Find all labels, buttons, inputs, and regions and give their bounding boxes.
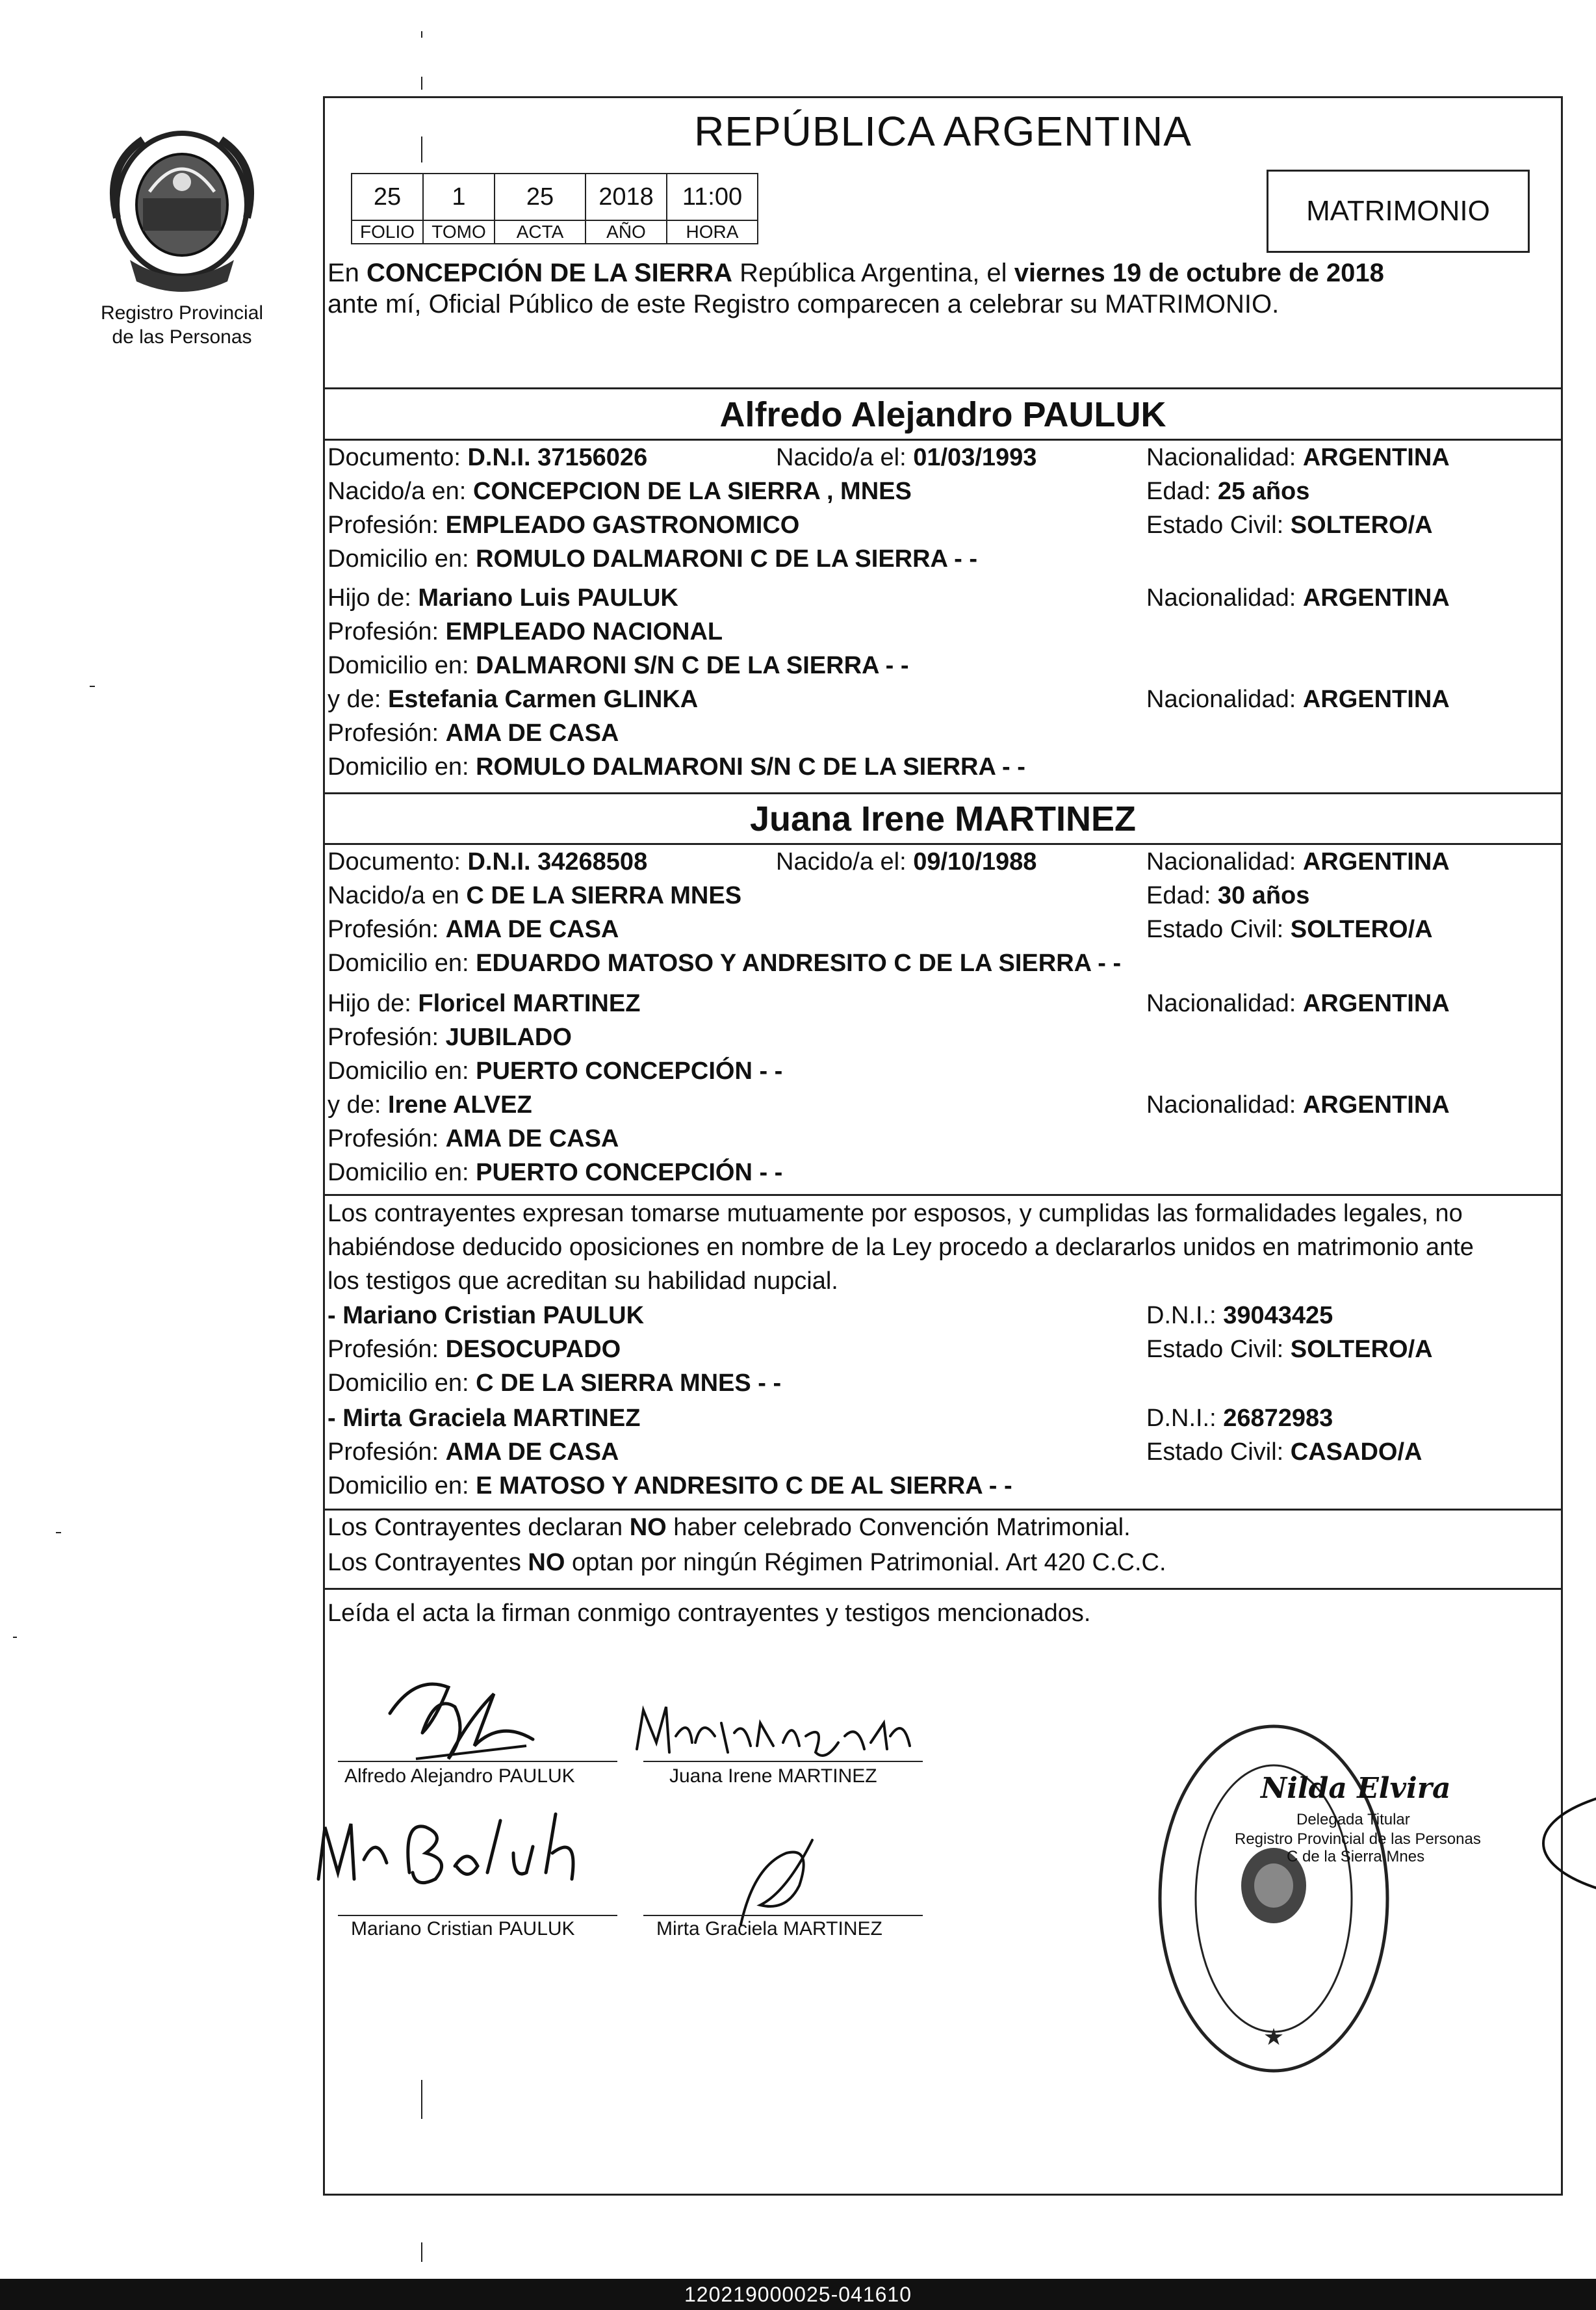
spouse-2-address: EDUARDO MATOSO Y ANDRESITO C DE LA SIERRA - - [476,950,1122,977]
spouse-1-birthdate: 01/03/1993 [913,444,1037,471]
document-barcode-bar: 120219000025-041610 [0,2279,1596,2310]
spouse-1-row-3: Profesión: EMPLEADO GASTRONOMICO Estado Civil: SOLTERO/A [328,512,1433,539]
regime-line-2: Los Contrayentes NO optan por ningún Régimen Patrimonial. Art 420 C.C.C. [328,1549,1166,1576]
folio-value: 25 [352,174,423,220]
signature-line-3 [338,1915,617,1916]
spouse-2-nationality: ARGENTINA [1302,848,1450,876]
spouse-2-father-address: PUERTO CONCEPCIÓN - - [476,1058,783,1085]
spouse-1-row-8: y de: Estefania Carmen GLINKA Nacionalidad: ARGENTINA [328,686,1450,713]
spouse-1-row-4: Domicilio en: ROMULO DALMARONI C DE LA SIERRA - - [328,545,978,573]
official-registry: Registro Provincial de las Personas [1235,1830,1481,1848]
spouse-2-row-10: Domicilio en: PUERTO CONCEPCIÓN - - [328,1159,783,1186]
year-label: AÑO [586,220,667,244]
spouse-1-father-profession: EMPLEADO NACIONAL [445,618,723,645]
official-signature-icon [1524,1759,1596,1928]
declaration-line-1: Los contrayentes expresan tomarse mutuamente por esposos, y cumplidas las formalidades legales, no [328,1200,1463,1227]
scan-mark [421,136,422,162]
section-divider [325,439,1561,441]
spouse-1-father: Mariano Luis PAULUK [418,584,678,612]
spouse-2-row-2: Nacido/a en C DE LA SIERRA MNES Edad: 30 años [328,882,1310,909]
official-title: Delegada Titular [1296,1811,1410,1828]
year-value: 2018 [586,174,667,220]
signature-line-2 [643,1761,923,1762]
emblem-caption [78,301,286,349]
spouse-2-name: Juana Irene MARTINEZ [749,799,1137,838]
caption-line-2: de las Personas [112,326,252,348]
spouse-2-civil-status: SOLTERO/A [1290,916,1433,943]
signature-name-1: Alfredo Alejandro PAULUK [344,1765,575,1787]
spouse-1-profession: EMPLEADO GASTRONOMICO [445,512,800,539]
intro-line-2: ante mí, Oficial Público de este Registro comparecen a celebrar su MATRIMONIO. [328,290,1280,318]
scan-mark [13,1637,17,1638]
spouse-2-row-6: Profesión: JUBILADO [328,1024,572,1051]
spouse-1-name: Alfredo Alejandro PAULUK [719,395,1166,434]
witness-2-address: E MATOSO Y ANDRESITO C DE AL SIERRA - - [476,1472,1012,1499]
witness-1-row-3: Domicilio en: C DE LA SIERRA MNES - - [328,1369,782,1397]
witness-1-civil-status: SOLTERO/A [1290,1336,1433,1363]
spouse-1-row-1: Documento: D.N.I. 37156026 Nacido/a el: 01/03/1993 Nacionalidad: ARGENTINA [328,444,1450,471]
spouse-2-mother-profession: AMA DE CASA [445,1125,619,1152]
section-divider [325,843,1561,845]
page-title: REPÚBLICA ARGENTINA [694,108,1192,155]
spouse-2-row-4: Domicilio en: EDUARDO MATOSO Y ANDRESITO C DE LA SIERRA - - [328,950,1122,977]
witness-2-row-2: Profesión: AMA DE CASA Estado Civil: CASADO/A [328,1438,1422,1466]
intro-paragraph [328,257,1562,320]
regime-line-1: Los Contrayentes declaran NO haber celebrado Convención Matrimonial. [328,1514,1131,1541]
spouse-2-row-7: Domicilio en: PUERTO CONCEPCIÓN - - [328,1058,783,1085]
signature-spouse-1 [377,1648,546,1778]
spouse-1-row-6: Profesión: EMPLEADO NACIONAL [328,618,723,645]
signature-name-2: Juana Irene MARTINEZ [669,1765,877,1787]
witness-1-row-1: - Mariano Cristian PAULUK D.N.I.: 39043425 [328,1302,1333,1329]
declaration-line-3: los testigos que acreditan su habilidad nupcial. [328,1267,838,1295]
scan-mark [421,2242,422,2262]
signature-name-4: Mirta Graciela MARTINEZ [656,1918,882,1940]
spouse-1-mother-address: ROMULO DALMARONI S/N C DE LA SIERRA - - [476,753,1025,781]
hour-label: HORA [667,220,758,244]
spouse-2-father: Floricel MARTINEZ [418,990,641,1017]
spouse-1-row-7: Domicilio en: DALMARONI S/N C DE LA SIERRA - - [328,652,909,679]
acta-value: 25 [495,174,586,220]
spouse-1-row-2: Nacido/a en: CONCEPCION DE LA SIERRA , MNES Edad: 25 años [328,478,1310,505]
caption-line-1: Registro Provincial [100,302,264,324]
witness-2-dni: 26872983 [1223,1405,1333,1432]
regime-no-1: NO [629,1514,667,1541]
acta-label: ACTA [495,220,586,244]
spouse-1-row-9: Profesión: AMA DE CASA [328,720,619,747]
scan-mark [421,77,422,90]
record-type-box: MATRIMONIO [1267,170,1530,253]
witness-1-profession: DESOCUPADO [445,1336,621,1363]
witness-1-row-2: Profesión: DESOCUPADO Estado Civil: SOLTERO/A [328,1336,1433,1363]
registry-data-table [351,173,758,244]
spouse-1-dni: D.N.I. 37156026 [467,444,648,471]
registry-stamp-icon [1150,1717,1397,2081]
section-divider [325,1509,1561,1511]
spouse-1-mother-nationality: ARGENTINA [1302,686,1450,713]
section-divider [325,387,1561,389]
provincia-de-misiones-seal-icon [104,120,260,296]
scan-mark [421,31,422,38]
tomo-label: TOMO [423,220,495,244]
spouse-1-mother-profession: AMA DE CASA [445,720,619,747]
spouse-2-age: 30 años [1217,882,1310,909]
scan-mark [90,686,95,687]
intro-date: viernes 19 de octubre de 2018 [1014,259,1384,287]
spouse-1-father-address: DALMARONI S/N C DE LA SIERRA - - [476,652,909,679]
spouse-1-father-nationality: ARGENTINA [1302,584,1450,612]
section-divider [325,1194,1561,1196]
signature-name-3: Mariano Cristian PAULUK [351,1918,575,1940]
spouse-2-father-nationality: ARGENTINA [1302,990,1450,1017]
registry-emblem [78,120,286,354]
signature-line-4 [643,1915,923,1916]
spouse-2-row-3: Profesión: AMA DE CASA Estado Civil: SOLTERO/A [328,916,1433,943]
spouse-2-row-5: Hijo de: Floricel MARTINEZ Nacionalidad: ARGENTINA [328,990,1450,1017]
scan-mark [421,2080,422,2119]
spouse-1-age: 25 años [1217,478,1310,505]
witness-1-name: - Mariano Cristian PAULUK [328,1302,645,1329]
spouse-2-mother-nationality: ARGENTINA [1302,1091,1450,1119]
marriage-certificate [323,96,1563,2196]
witness-2-name: - Mirta Graciela MARTINEZ [328,1405,641,1432]
intro-place: CONCEPCIÓN DE LA SIERRA [367,259,733,287]
spouse-2-row-8: y de: Irene ALVEZ Nacionalidad: ARGENTINA [328,1091,1450,1119]
official-name: Nilda Elvira [1261,1772,1451,1805]
signature-witness-1 [305,1801,617,1905]
declaration-paragraph [328,1197,1556,1298]
witness-2-row-1: - Mirta Graciela MARTINEZ D.N.I.: 26872983 [328,1405,1333,1432]
closing-statement: Leída el acta la firman conmigo contrayentes y testigos mencionados. [328,1600,1091,1627]
spouse-1-address: ROMULO DALMARONI C DE LA SIERRA - - [476,545,978,573]
witness-1-dni: 39043425 [1223,1302,1333,1329]
spouse-1-nationality: ARGENTINA [1302,444,1450,471]
tomo-value: 1 [423,174,495,220]
signature-line-1 [338,1761,617,1762]
spouse-2-row-9: Profesión: AMA DE CASA [328,1125,619,1152]
regime-no-2: NO [528,1549,565,1576]
spouse-2-birthplace: C DE LA SIERRA MNES [466,882,742,909]
folio-label: FOLIO [352,220,423,244]
witness-1-address: C DE LA SIERRA MNES - - [476,1369,782,1397]
witness-2-row-3: Domicilio en: E MATOSO Y ANDRESITO C DE AL SIERRA - - [328,1472,1012,1499]
section-divider [325,1588,1561,1590]
scan-mark [56,1532,61,1533]
spouse-2-dni: D.N.I. 34268508 [467,848,648,876]
svg-text:★: ★ [1263,2024,1285,2051]
spouse-1-row-10: Domicilio en: ROMULO DALMARONI S/N C DE LA SIERRA - - [328,753,1025,781]
hour-value: 11:00 [667,174,758,220]
witness-2-profession: AMA DE CASA [445,1438,619,1466]
spouse-1-civil-status: SOLTERO/A [1290,512,1433,539]
spouse-2-birthdate: 09/10/1988 [913,848,1037,876]
witness-2-civil-status: CASADO/A [1290,1438,1422,1466]
spouse-2-mother: Irene ALVEZ [387,1091,532,1119]
spouse-2-profession: AMA DE CASA [445,916,619,943]
spouse-1-birthplace: CONCEPCION DE LA SIERRA , MNES [472,478,912,505]
declaration-line-2: habiéndose deducido oposiciones en nombre de la Ley procedo a declararlos unidos en matrimonio ante [328,1234,1474,1261]
section-divider [325,792,1561,794]
intro-line-1: En CONCEPCIÓN DE LA SIERRA República Argentina, el viernes 19 de octubre de 2018 [328,259,1384,287]
spouse-2-row-1: Documento: D.N.I. 34268508 Nacido/a el: 09/10/1988 Nacionalidad: ARGENTINA [328,848,1450,876]
signature-spouse-2 [630,1697,923,1769]
spouse-2-mother-address: PUERTO CONCEPCIÓN - - [476,1159,783,1186]
spouse-1-row-5: Hijo de: Mariano Luis PAULUK Nacionalidad: ARGENTINA [328,584,1450,612]
official-location: C de la Sierra Mnes [1287,1848,1425,1865]
spouse-2-father-profession: JUBILADO [445,1024,572,1051]
spouse-1-mother: Estefania Carmen GLINKA [387,686,699,713]
